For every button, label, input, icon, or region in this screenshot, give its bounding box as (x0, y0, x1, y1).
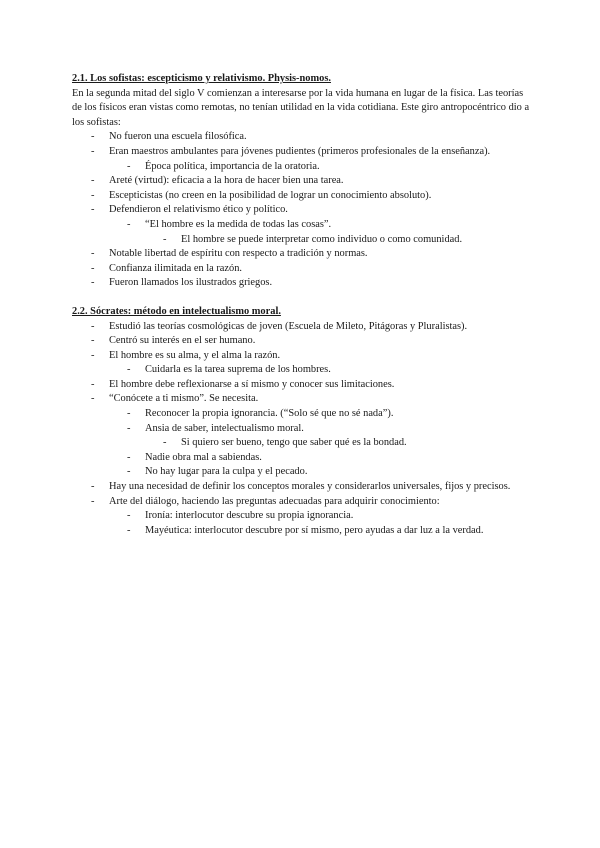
list-item-text: El hombre debe reflexionarse a sí mismo y conocer sus limitaciones. (109, 378, 395, 390)
list-item-text: Reconocer la propia ignorancia. (“Solo sé que no sé nada”). (145, 408, 394, 420)
bullet-dash-icon: - (91, 378, 95, 390)
list-item-text: “Conócete a ti mismo”. Se necesita. (109, 393, 259, 405)
list-item (72, 495, 530, 510)
list-item (72, 524, 530, 539)
list-item-text: Escepticistas (no creen en la posibilidad de lograr un conocimiento absoluto). (109, 189, 432, 201)
list-item (72, 509, 530, 524)
bullet-dash-icon: - (91, 277, 95, 289)
list-item-text: No fueron una escuela filosófica. (109, 131, 247, 143)
list-item-text: Eran maestros ambulantes para jóvenes pudientes (primeros profesionales de la enseñanza). (109, 145, 491, 157)
bullet-dash-icon: - (91, 145, 95, 157)
list-item (72, 465, 530, 480)
list-item (72, 407, 530, 422)
list-item-text: Estudió las teorías cosmológicas de joven (Escuela de Mileto, Pitágoras y Pluralistas). (109, 320, 468, 332)
bullet-dash-icon: - (91, 320, 95, 332)
bullet-dash-icon: - (127, 524, 131, 536)
list-item (72, 145, 530, 160)
list-item (72, 436, 530, 451)
bullet-dash-icon: - (91, 495, 95, 507)
list-item-text: Nadie obra mal a sabiendas. (145, 451, 262, 463)
list-item-text: Confianza ilimitada en la razón. (109, 262, 243, 274)
bullet-dash-icon: - (127, 510, 131, 522)
list-item-text: Centró su interés en el ser humano. (109, 335, 256, 347)
bullet-dash-icon: - (91, 335, 95, 347)
list-item (72, 363, 530, 378)
list-item-text: El hombre es su alma, y el alma la razón. (109, 349, 281, 361)
list-item-text: Hay una necesidad de definir los conceptos morales y considerarlos universales, fijos y precisos. (109, 481, 511, 493)
list-item-text: No hay lugar para la culpa y el pecado. (145, 466, 308, 478)
list-item-text: Defendieron el relativismo ético y político. (109, 204, 288, 216)
bullet-dash-icon: - (91, 262, 95, 274)
list-item (72, 480, 530, 495)
bullet-dash-icon: - (127, 466, 131, 478)
list-item (72, 378, 530, 393)
bullet-dash-icon: - (91, 204, 95, 216)
bullet-dash-icon: - (127, 408, 131, 420)
list-item-text: Arte del diálogo, haciendo las preguntas adecuadas para adquirir conocimiento: (109, 495, 440, 507)
bullet-dash-icon: - (91, 248, 95, 260)
list-item-text: Época política, importancia de la oratoria. (145, 160, 320, 172)
list-item (72, 203, 530, 218)
list-item (72, 247, 530, 262)
list-item-text: Notable libertad de espíritu con respecto a tradición y normas. (109, 248, 368, 260)
list-item-text: Si quiero ser bueno, tengo que saber qué es la bondad. (181, 437, 407, 449)
bullet-dash-icon: - (127, 422, 131, 434)
document-page (72, 72, 530, 538)
list-item (72, 320, 530, 335)
bullet-dash-icon: - (91, 393, 95, 405)
list-item-text: Cuidarla es la tarea suprema de los hombres. (145, 364, 331, 376)
list-item-text: Mayéutica: interlocutor descubre por sí mismo, pero ayudas a dar luz a la verdad. (145, 524, 484, 536)
list-item (72, 276, 530, 291)
bullet-dash-icon: - (127, 160, 131, 172)
list-item-text: “El hombre es la medida de todas las cosas”. (145, 218, 332, 230)
list-item (72, 349, 530, 364)
socrates-bullet-list (72, 320, 530, 539)
bullet-dash-icon: - (91, 189, 95, 201)
intro-paragraph: En la segunda mitad del siglo V comienzan a interesarse por la vida humana en lugar de la física. Las teorías de los físicos eran vistas como remotas, no tenían utilidad en la vida cotidiana. Este giro antropocéntrico dio a los sofistas: (72, 87, 530, 128)
list-item (72, 189, 530, 204)
list-item (72, 392, 530, 407)
section-heading-sofistas: 2.1. Los sofistas: escepticismo y relativismo. Physis-nomos. (72, 73, 331, 84)
bullet-dash-icon: - (127, 218, 131, 230)
list-item (72, 130, 530, 145)
bullet-dash-icon: - (91, 349, 95, 361)
list-item (72, 160, 530, 175)
bullet-dash-icon: - (127, 364, 131, 376)
sofistas-bullet-list (72, 130, 530, 291)
list-item-text: Areté (virtud): eficacia a la hora de hacer bien una tarea. (109, 175, 344, 187)
list-item-text: Ansia de saber, intelectualismo moral. (145, 422, 304, 434)
list-item (72, 334, 530, 349)
list-item-text: El hombre se puede interpretar como individuo o como comunidad. (181, 233, 463, 245)
list-item (72, 422, 530, 437)
section-heading-socrates: 2.2. Sócrates: método en intelectualismo moral. (72, 305, 281, 317)
list-item (72, 174, 530, 189)
bullet-dash-icon: - (127, 451, 131, 463)
list-item-text: Fueron llamados los ilustrados griegos. (109, 277, 273, 289)
bullet-dash-icon: - (163, 437, 167, 449)
bullet-dash-icon: - (163, 233, 167, 245)
bullet-dash-icon: - (91, 175, 95, 187)
list-item (72, 218, 530, 233)
list-item (72, 233, 530, 248)
list-item (72, 451, 530, 466)
bullet-dash-icon: - (91, 481, 95, 493)
list-item (72, 262, 530, 277)
list-item-text: Ironía: interlocutor descubre su propia ignorancia. (145, 510, 354, 522)
bullet-dash-icon: - (91, 131, 95, 143)
